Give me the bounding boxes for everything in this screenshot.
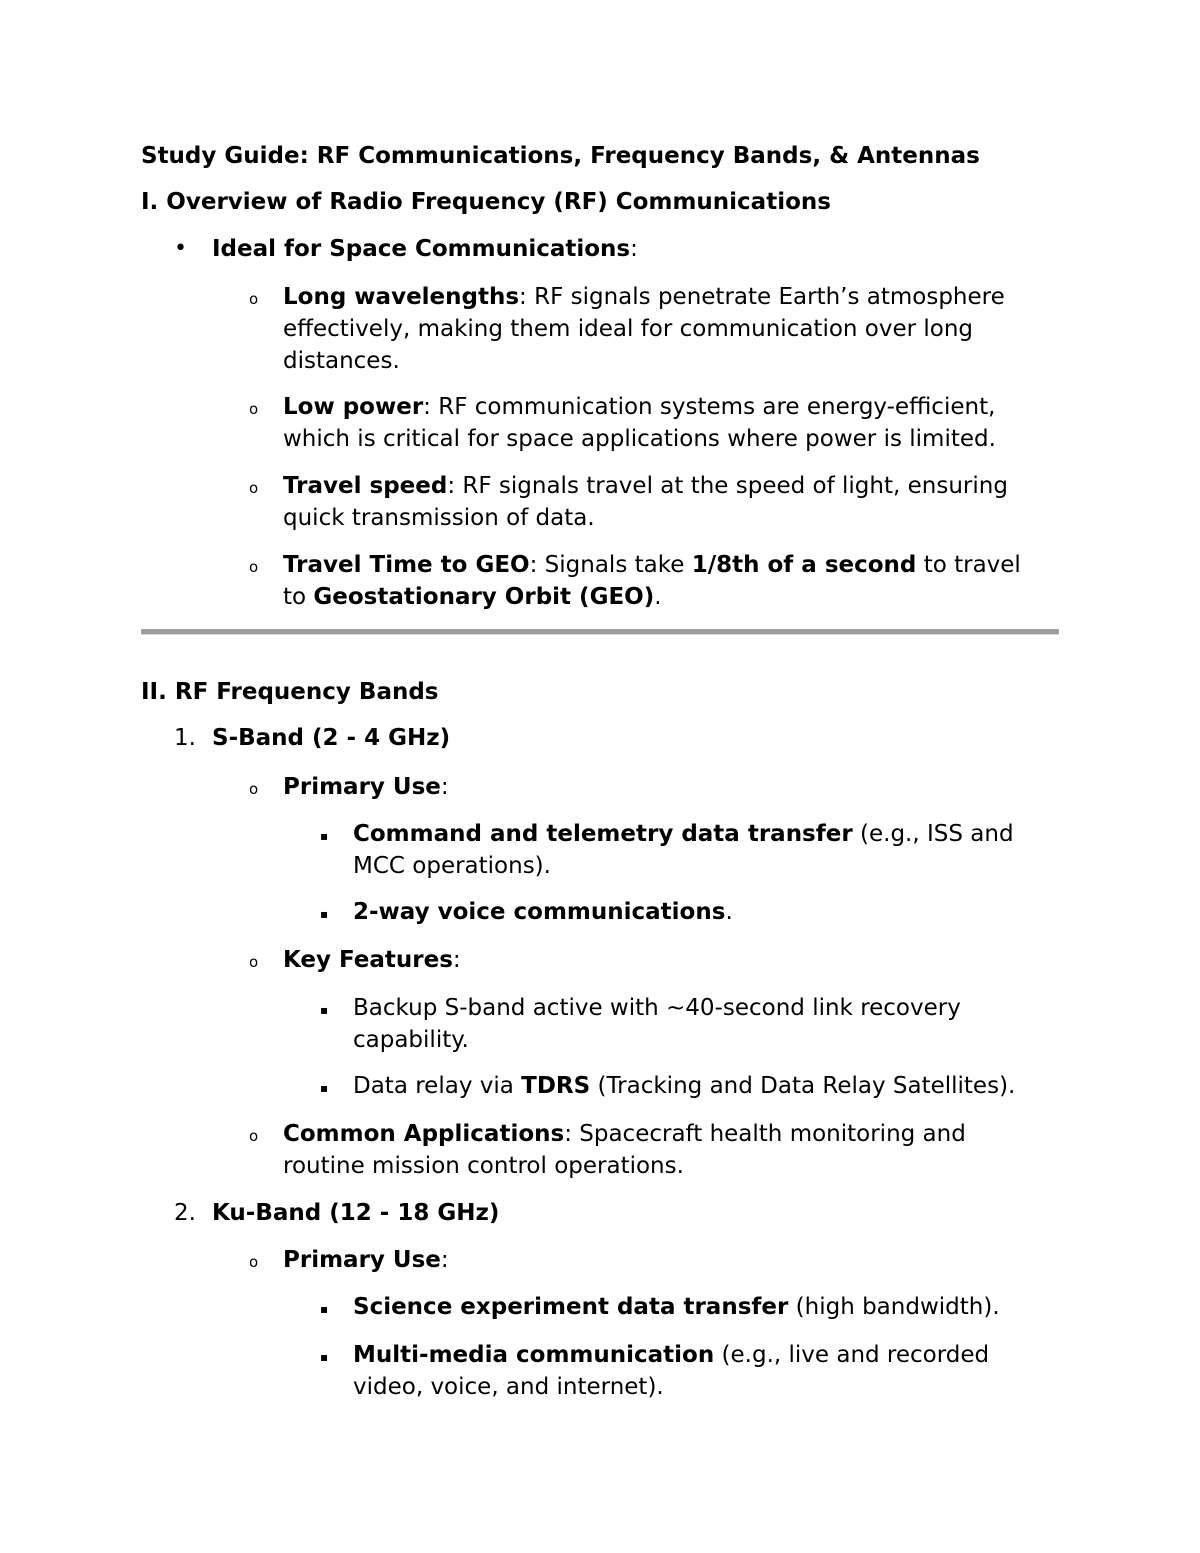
square-bullet-marker: ▪ <box>320 1081 329 1095</box>
list-item-voice-comms: 2-way voice communications. <box>353 899 733 925</box>
square-bullet-marker: ▪ <box>320 907 329 921</box>
sub-bullet-marker: o <box>249 400 259 418</box>
list-item-long-wavelengths: Long wavelengths: RF signals penetrate Earth’s atmosphere effectively, making them ideal for communication over long distances. <box>283 284 1005 374</box>
square-bullet-marker: ▪ <box>320 1350 329 1364</box>
list-item-ideal-space-comms: Ideal for Space Communications: <box>212 236 638 262</box>
page-title: Study Guide: RF Communications, Frequency Bands, & Antennas <box>141 143 980 169</box>
sub-bullet-marker: o <box>249 953 259 971</box>
band-ku-band: Ku-Band (12 - 18 GHz) <box>212 1200 500 1226</box>
sub-bullet-marker: o <box>249 479 259 497</box>
square-bullet-marker: ▪ <box>320 829 329 843</box>
list-item-low-power: Low power: RF communication systems are energy-efficient, which is critical for space applications where power is limited. <box>283 394 996 452</box>
sub-bullet-marker: o <box>249 780 259 798</box>
section-heading-overview: I. Overview of Radio Frequency (RF) Communications <box>141 189 831 215</box>
list-item-backup-s-band: Backup S-band active with ~40-second link recovery capability. <box>353 995 961 1053</box>
square-bullet-marker: ▪ <box>320 1003 329 1017</box>
list-item-travel-speed: Travel speed: RF signals travel at the speed of light, ensuring quick transmission of data. <box>283 473 1008 531</box>
sub-bullet-marker: o <box>249 558 259 576</box>
section-heading-frequency-bands: II. RF Frequency Bands <box>141 679 439 705</box>
list-item-command-telemetry: Command and telemetry data transfer (e.g., ISS and MCC operations). <box>353 821 1014 879</box>
list-item-science-data: Science experiment data transfer (high bandwidth). <box>353 1294 1000 1320</box>
sub-bullet-marker: o <box>249 290 259 308</box>
band-s-band: S-Band (2 - 4 GHz) <box>212 725 451 751</box>
list-item-primary-use: Primary Use: <box>283 774 449 800</box>
list-item-multimedia: Multi-media communication (e.g., live and recorded video, voice, and internet). <box>353 1342 990 1400</box>
horizontal-rule <box>141 629 1059 635</box>
sub-bullet-marker: o <box>249 1253 259 1271</box>
list-number: 1. <box>174 725 196 751</box>
list-item-primary-use: Primary Use: <box>283 1247 449 1273</box>
list-item-key-features: Key Features: <box>283 947 461 973</box>
list-number: 2. <box>174 1200 196 1226</box>
sub-bullet-marker: o <box>249 1127 259 1145</box>
list-item-travel-time-geo: Travel Time to GEO: Signals take 1/8th of a second to travel to Geostationary Orbit (GEO). <box>283 552 1021 610</box>
bullet-marker: • <box>174 236 187 261</box>
list-item-data-relay: Data relay via TDRS (Tracking and Data Relay Satellites). <box>353 1073 1016 1099</box>
list-item-common-applications: Common Applications: Spacecraft health monitoring and routine mission control operations. <box>283 1121 966 1179</box>
square-bullet-marker: ▪ <box>320 1302 329 1316</box>
